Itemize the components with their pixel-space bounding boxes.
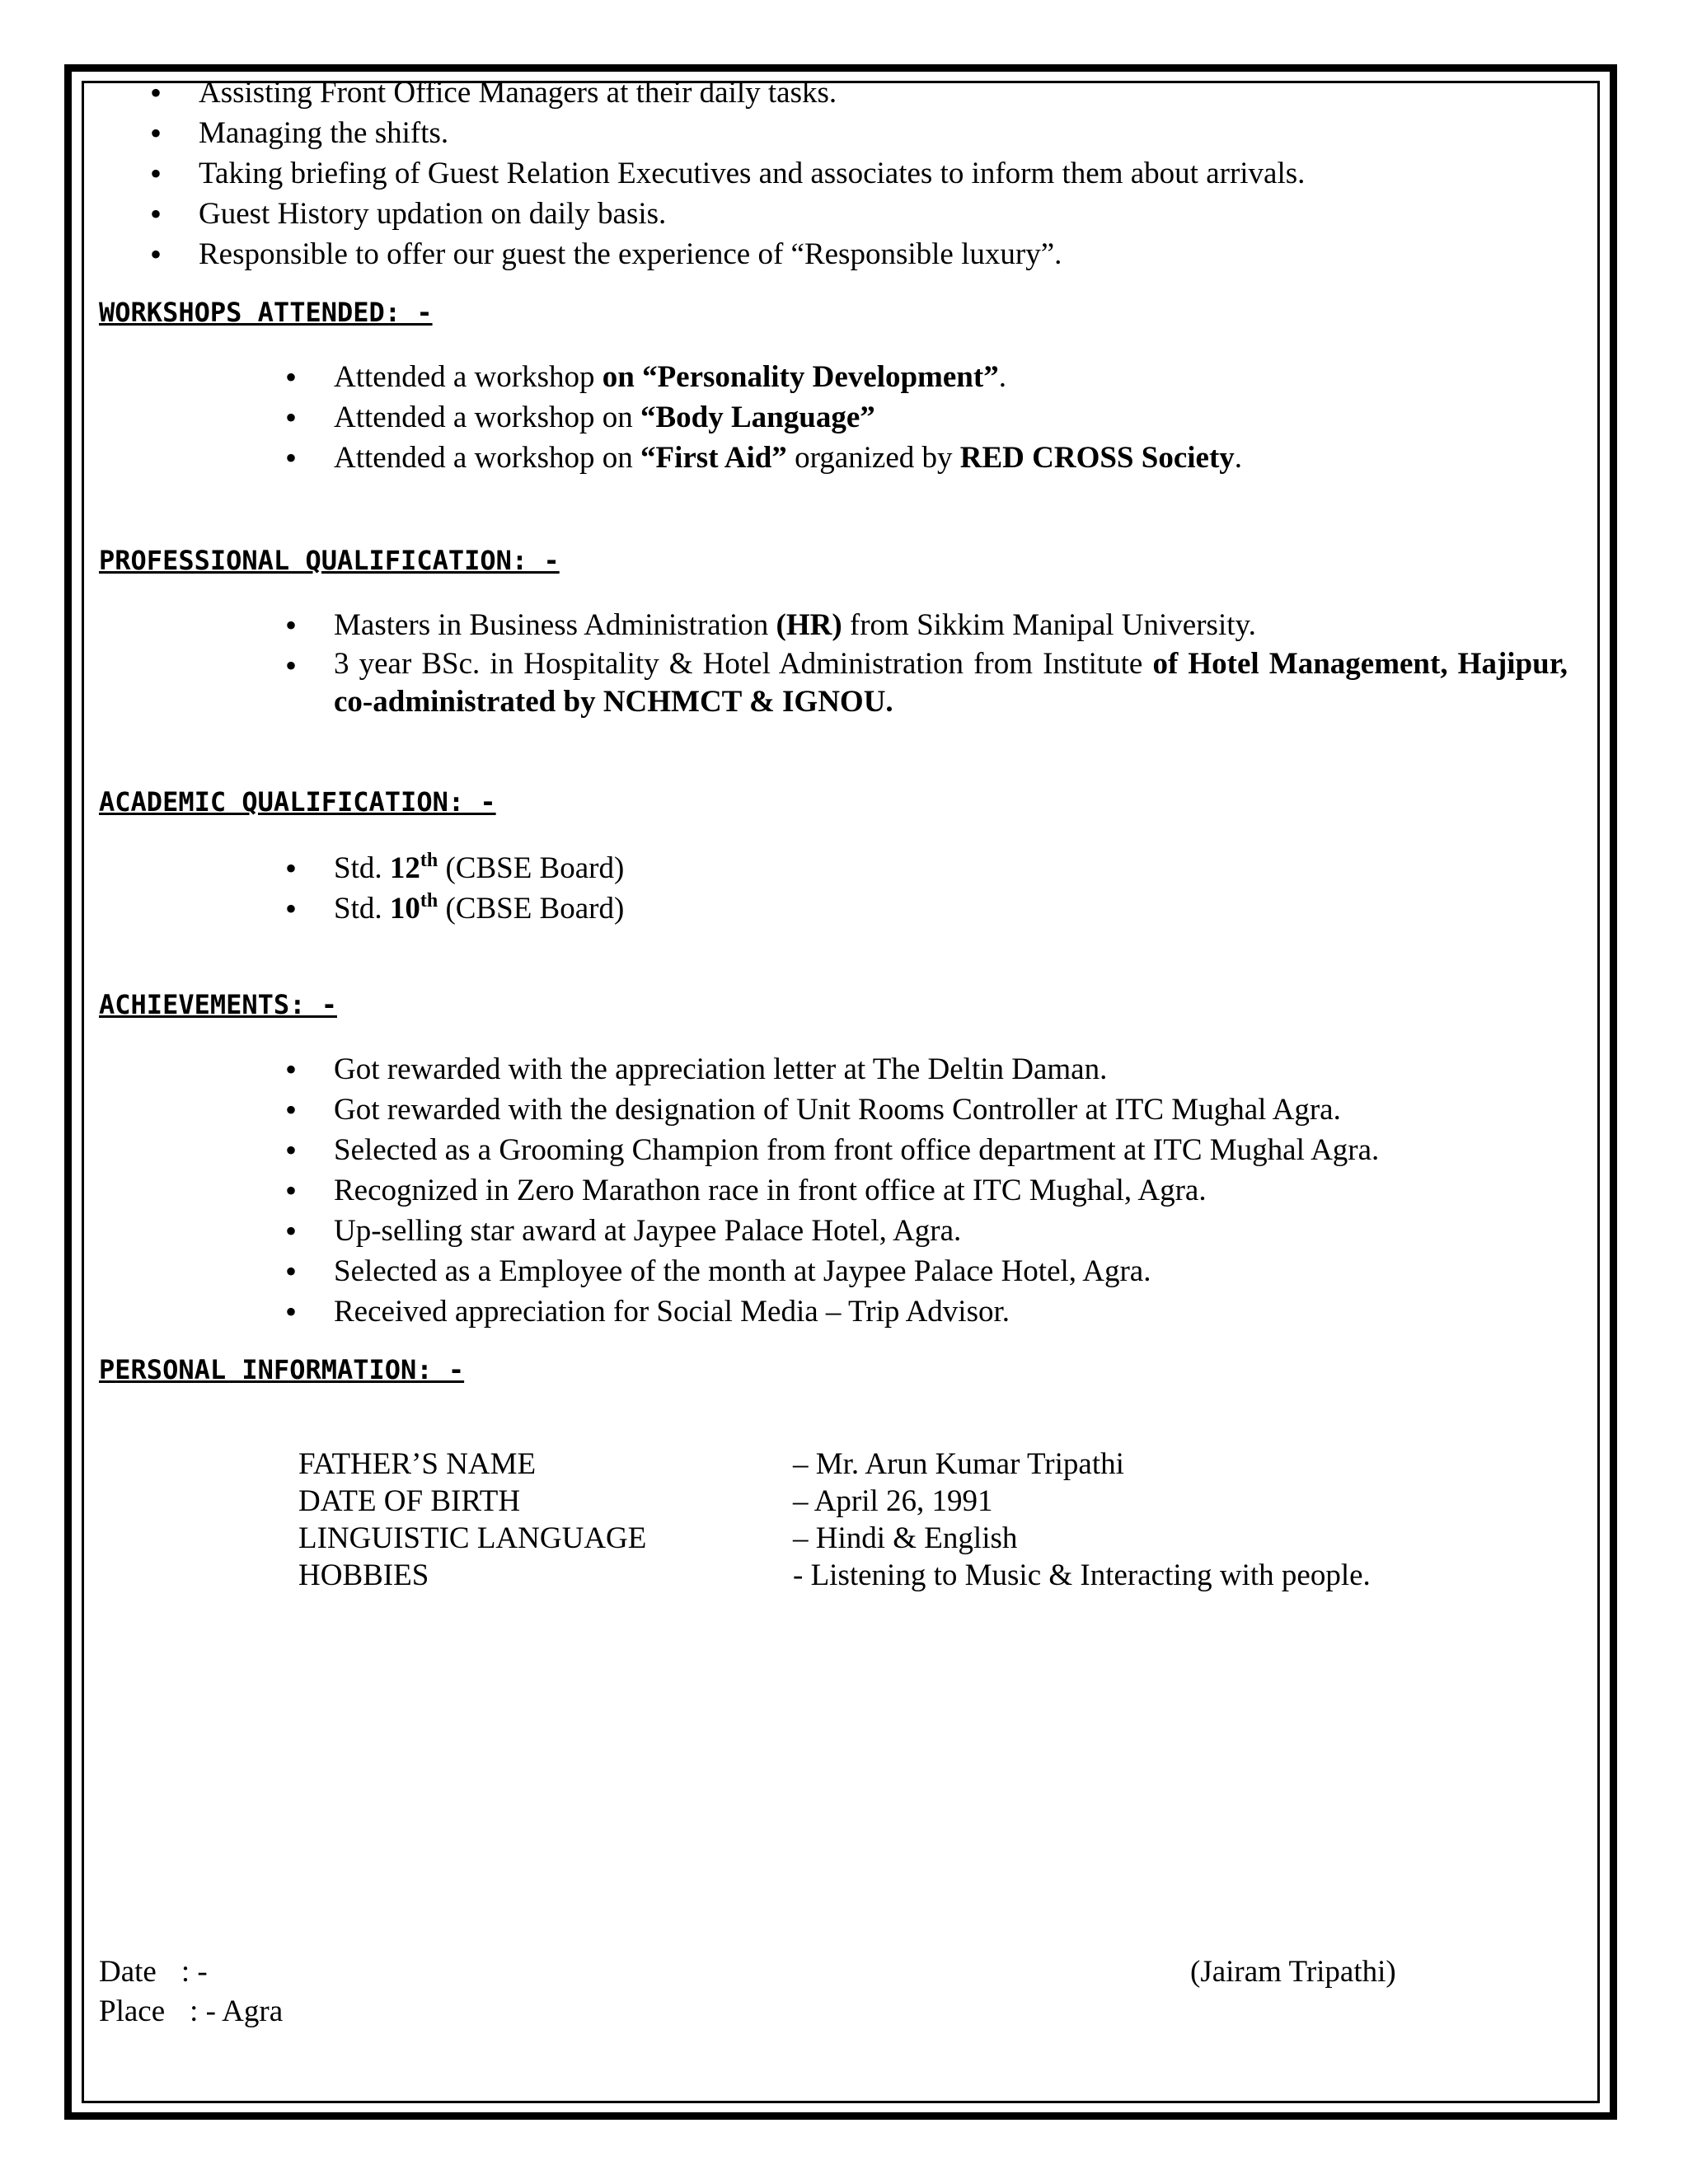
place-line	[99, 1991, 283, 2032]
list-item: • Responsible to offer our guest the experience of “Responsible luxury”.	[99, 234, 1582, 274]
place-label: Place	[99, 1994, 166, 2028]
list-item: • Taking briefing of Guest Relation Executives and associates to inform them about arrivals.	[99, 153, 1582, 194]
list-item: • Got rewarded with the designation of Unit Rooms Controller at ITC Mughal Agra.	[99, 1090, 1582, 1130]
signature-name: (Jairam Tripathi)	[1190, 1955, 1396, 1989]
superscript: th	[420, 890, 438, 912]
item-bold: (HR)	[776, 608, 842, 642]
item-text: from Sikkim Manipal University.	[842, 608, 1256, 642]
info-label: FATHER’S NAME	[298, 1447, 537, 1481]
item-bold: 10	[389, 892, 420, 926]
info-value: – Hindi & English	[793, 1521, 1018, 1555]
item-text: organized by	[786, 441, 960, 475]
personal-information-table	[298, 1446, 1371, 1594]
item-text: Attended a workshop	[334, 360, 603, 394]
item-bold: of Hotel Management, Hajipur, co-administrated by NCHMCT & IGNOU.	[334, 647, 1568, 719]
date-label: Date	[99, 1955, 157, 1989]
item-bold: RED CROSS Society	[959, 441, 1235, 475]
list-item: • Selected as a Employee of the month at Jaypee Palace Hotel, Agra.	[99, 1251, 1582, 1291]
list-item	[99, 397, 1582, 438]
item-bold: “First Aid”	[640, 441, 787, 475]
academic-qualification-heading: ACADEMIC QUALIFICATION: -	[99, 786, 496, 818]
list-item: • Guest History updation on daily basis.	[99, 194, 1582, 234]
item-text: (CBSE Board)	[438, 851, 625, 885]
table-row	[298, 1520, 1371, 1557]
superscript: th	[420, 850, 438, 871]
item-text: Masters in Business Administration	[334, 608, 776, 642]
info-label: LINGUISTIC LANGUAGE	[298, 1521, 647, 1555]
item-text: 3 year BSc. in Hospitality & Hotel Administration from Institute	[334, 647, 1153, 681]
table-row	[298, 1483, 1371, 1520]
item-bold: on “Personality Development”	[602, 360, 999, 394]
achievements-heading: ACHIEVEMENTS: -	[99, 989, 337, 1020]
item-text: .	[998, 360, 1006, 394]
intro-bullet-list	[99, 73, 1582, 274]
list-item	[99, 645, 1582, 721]
item-text: (CBSE Board)	[438, 892, 625, 926]
date-value: : -	[181, 1955, 208, 1989]
item-text: Std.	[334, 851, 390, 885]
workshops-list	[99, 357, 1582, 478]
item-bold: “Body Language”	[640, 401, 875, 434]
workshops-heading: WORKSHOPS ATTENDED: -	[99, 297, 433, 328]
list-item: • Received appreciation for Social Media – Trip Advisor.	[99, 1291, 1582, 1332]
info-value: - Listening to Music & Interacting with people.	[793, 1558, 1371, 1592]
academic-qualification-list	[99, 848, 1582, 929]
item-text: Std.	[334, 892, 390, 926]
list-item: • Assisting Front Office Managers at their daily tasks.	[99, 73, 1582, 113]
list-item	[99, 605, 1582, 645]
info-label: DATE OF BIRTH	[298, 1484, 521, 1518]
professional-qualification-heading: PROFESSIONAL QUALIFICATION: -	[99, 545, 560, 576]
info-value: – Mr. Arun Kumar Tripathi	[793, 1447, 1124, 1481]
list-item	[99, 438, 1582, 478]
info-label: HOBBIES	[298, 1558, 429, 1592]
professional-qualification-list	[99, 605, 1582, 721]
list-item: • Up-selling star award at Jaypee Palace Hotel, Agra.	[99, 1211, 1582, 1251]
list-item	[99, 848, 1582, 888]
place-value: : - Agra	[190, 1994, 284, 2028]
list-item: • Selected as a Grooming Champion from front office department at ITC Mughal Agra.	[99, 1130, 1582, 1170]
item-text: Attended a workshop on	[334, 401, 640, 434]
info-value: – April 26, 1991	[793, 1484, 993, 1518]
table-row	[298, 1557, 1371, 1594]
item-bold: 12	[389, 851, 420, 885]
list-item	[99, 357, 1582, 397]
resume-body	[99, 73, 1582, 1594]
list-item	[99, 888, 1582, 929]
list-item: • Managing the shifts.	[99, 113, 1582, 153]
personal-information-heading: PERSONAL INFORMATION: -	[99, 1354, 465, 1385]
table-row	[298, 1446, 1371, 1483]
list-item: • Got rewarded with the appreciation letter at The Deltin Daman.	[99, 1049, 1582, 1090]
date-line	[99, 1952, 208, 1992]
item-text: Attended a workshop on	[334, 441, 640, 475]
achievements-list	[99, 1049, 1582, 1332]
list-item: • Recognized in Zero Marathon race in front office at ITC Mughal, Agra.	[99, 1170, 1582, 1211]
item-text: .	[1234, 441, 1243, 475]
